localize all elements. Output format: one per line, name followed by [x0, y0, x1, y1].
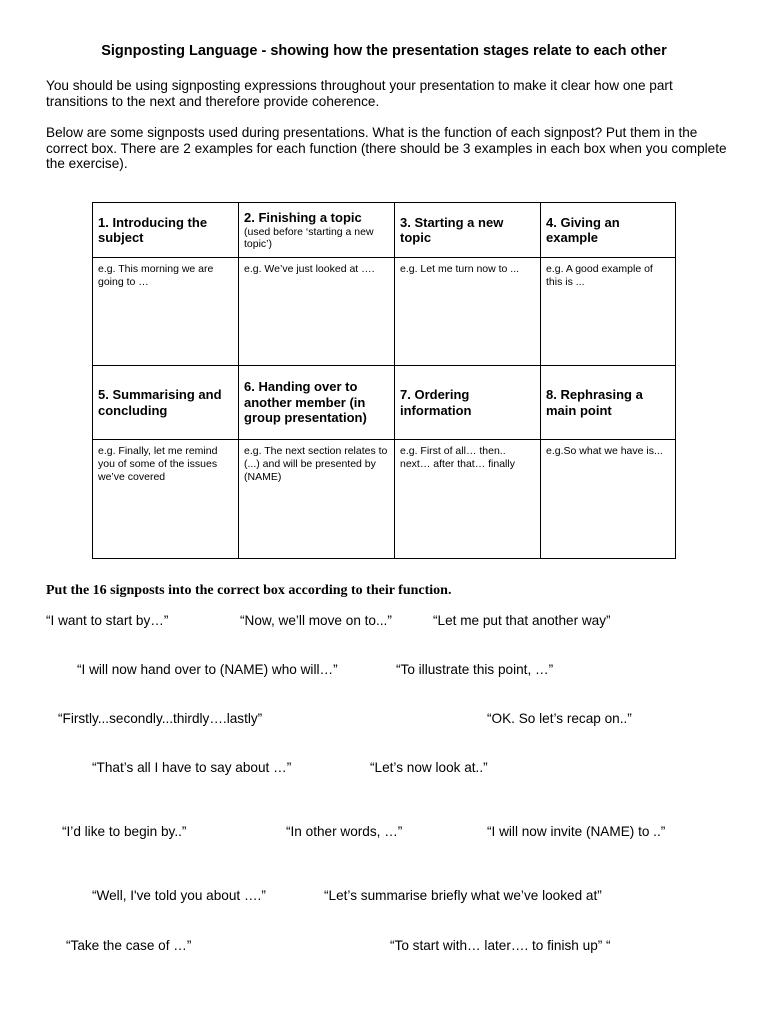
function-heading: 2. Finishing a topic [244, 210, 362, 226]
answer-box[interactable] [93, 258, 239, 366]
example-text: e.g. We’ve just looked at …. [244, 263, 375, 275]
answer-box[interactable] [395, 440, 541, 559]
signpost-phrase[interactable]: “Let’s summarise briefly what we’ve looked at” [324, 888, 602, 903]
signpost-phrase[interactable]: “To start with… later…. to finish up” “ [390, 938, 611, 953]
signpost-phrase[interactable]: “To illustrate this point, …” [396, 662, 554, 677]
answer-box[interactable] [93, 440, 239, 559]
answer-box[interactable] [239, 440, 395, 559]
table-row [93, 203, 676, 258]
signpost-phrase[interactable]: “Now, we’ll move on to...” [240, 613, 392, 628]
example-text: e.g. A good example of this is ... [546, 263, 653, 288]
signpost-phrase[interactable]: “I want to start by…” [46, 613, 169, 628]
instructions-paragraph: Below are some signposts used during presentations. What is the function of each signpost? Put them in the correct box. There are 2 examples for each function (there should be 3 examples in each box when you complete the exercise). [46, 125, 727, 171]
example-text: e.g. Finally, let me remind you of some of the issues we’ve covered [98, 445, 218, 483]
function-cell [395, 366, 541, 440]
function-heading: 8. Rephrasing a main point [546, 387, 643, 418]
example-text: e.g. This morning we are going to … [98, 263, 214, 288]
function-cell [93, 366, 239, 440]
answer-box[interactable] [239, 258, 395, 366]
signpost-phrase[interactable]: “Let’s now look at..” [370, 760, 488, 775]
signpost-phrase[interactable]: “Firstly...secondly...thirdly….lastly” [58, 711, 263, 726]
function-heading: 4. Giving an example [546, 214, 620, 245]
function-cell [395, 203, 541, 258]
example-text: e.g.So what we have is... [546, 445, 663, 457]
signpost-phrase[interactable]: “That’s all I have to say about …” [92, 760, 292, 775]
signpost-phrase[interactable]: “OK. So let’s recap on..” [487, 711, 632, 726]
signpost-phrase[interactable]: “I’d like to begin by..” [62, 824, 187, 839]
answer-box[interactable] [541, 258, 676, 366]
function-note: (used before ‘starting a new topic’) [244, 225, 374, 250]
signpost-phrase[interactable]: “Well, I've told you about ….” [92, 888, 266, 903]
answer-box[interactable] [541, 440, 676, 559]
signpost-phrase[interactable]: “In other words, …” [286, 824, 403, 839]
table-row [93, 440, 676, 559]
function-heading: 1. Introducing the subject [98, 214, 208, 245]
exercise-instruction: Put the 16 signposts into the correct box according to their function. [46, 583, 452, 598]
table-row [93, 366, 676, 440]
signpost-phrase[interactable]: “Take the case of …” [66, 938, 192, 953]
intro-paragraph: You should be using signposting expressions throughout your presentation to make it clear how one part transitions to the next and therefore provide coherence. [46, 78, 673, 109]
function-cell [541, 203, 676, 258]
table-row [93, 258, 676, 366]
function-heading: 7. Ordering information [400, 387, 472, 418]
example-text: e.g. Let me turn now to ... [400, 263, 520, 275]
example-text: e.g. The next section relates to (...) and will be presented by (NAME) [244, 445, 388, 483]
function-cell [239, 203, 395, 258]
signpost-function-table [92, 202, 676, 559]
example-text: e.g. First of all… then.. next… after that… finally [400, 445, 515, 470]
signpost-phrase[interactable]: “Let me put that another way” [433, 613, 611, 628]
function-heading: 6. Handing over to another member (in group presentation) [244, 379, 367, 426]
answer-box[interactable] [395, 258, 541, 366]
page-title: Signposting Language - showing how the presentation stages relate to each other [101, 43, 667, 59]
function-cell [93, 203, 239, 258]
signpost-phrase[interactable]: “I will now invite (NAME) to ..” [487, 824, 666, 839]
function-heading: 5. Summarising and concluding [98, 387, 222, 418]
function-cell [239, 366, 395, 440]
function-heading: 3. Starting a new topic [400, 214, 504, 245]
function-cell [541, 366, 676, 440]
signpost-phrase[interactable]: “I will now hand over to (NAME) who will…” [77, 662, 338, 677]
